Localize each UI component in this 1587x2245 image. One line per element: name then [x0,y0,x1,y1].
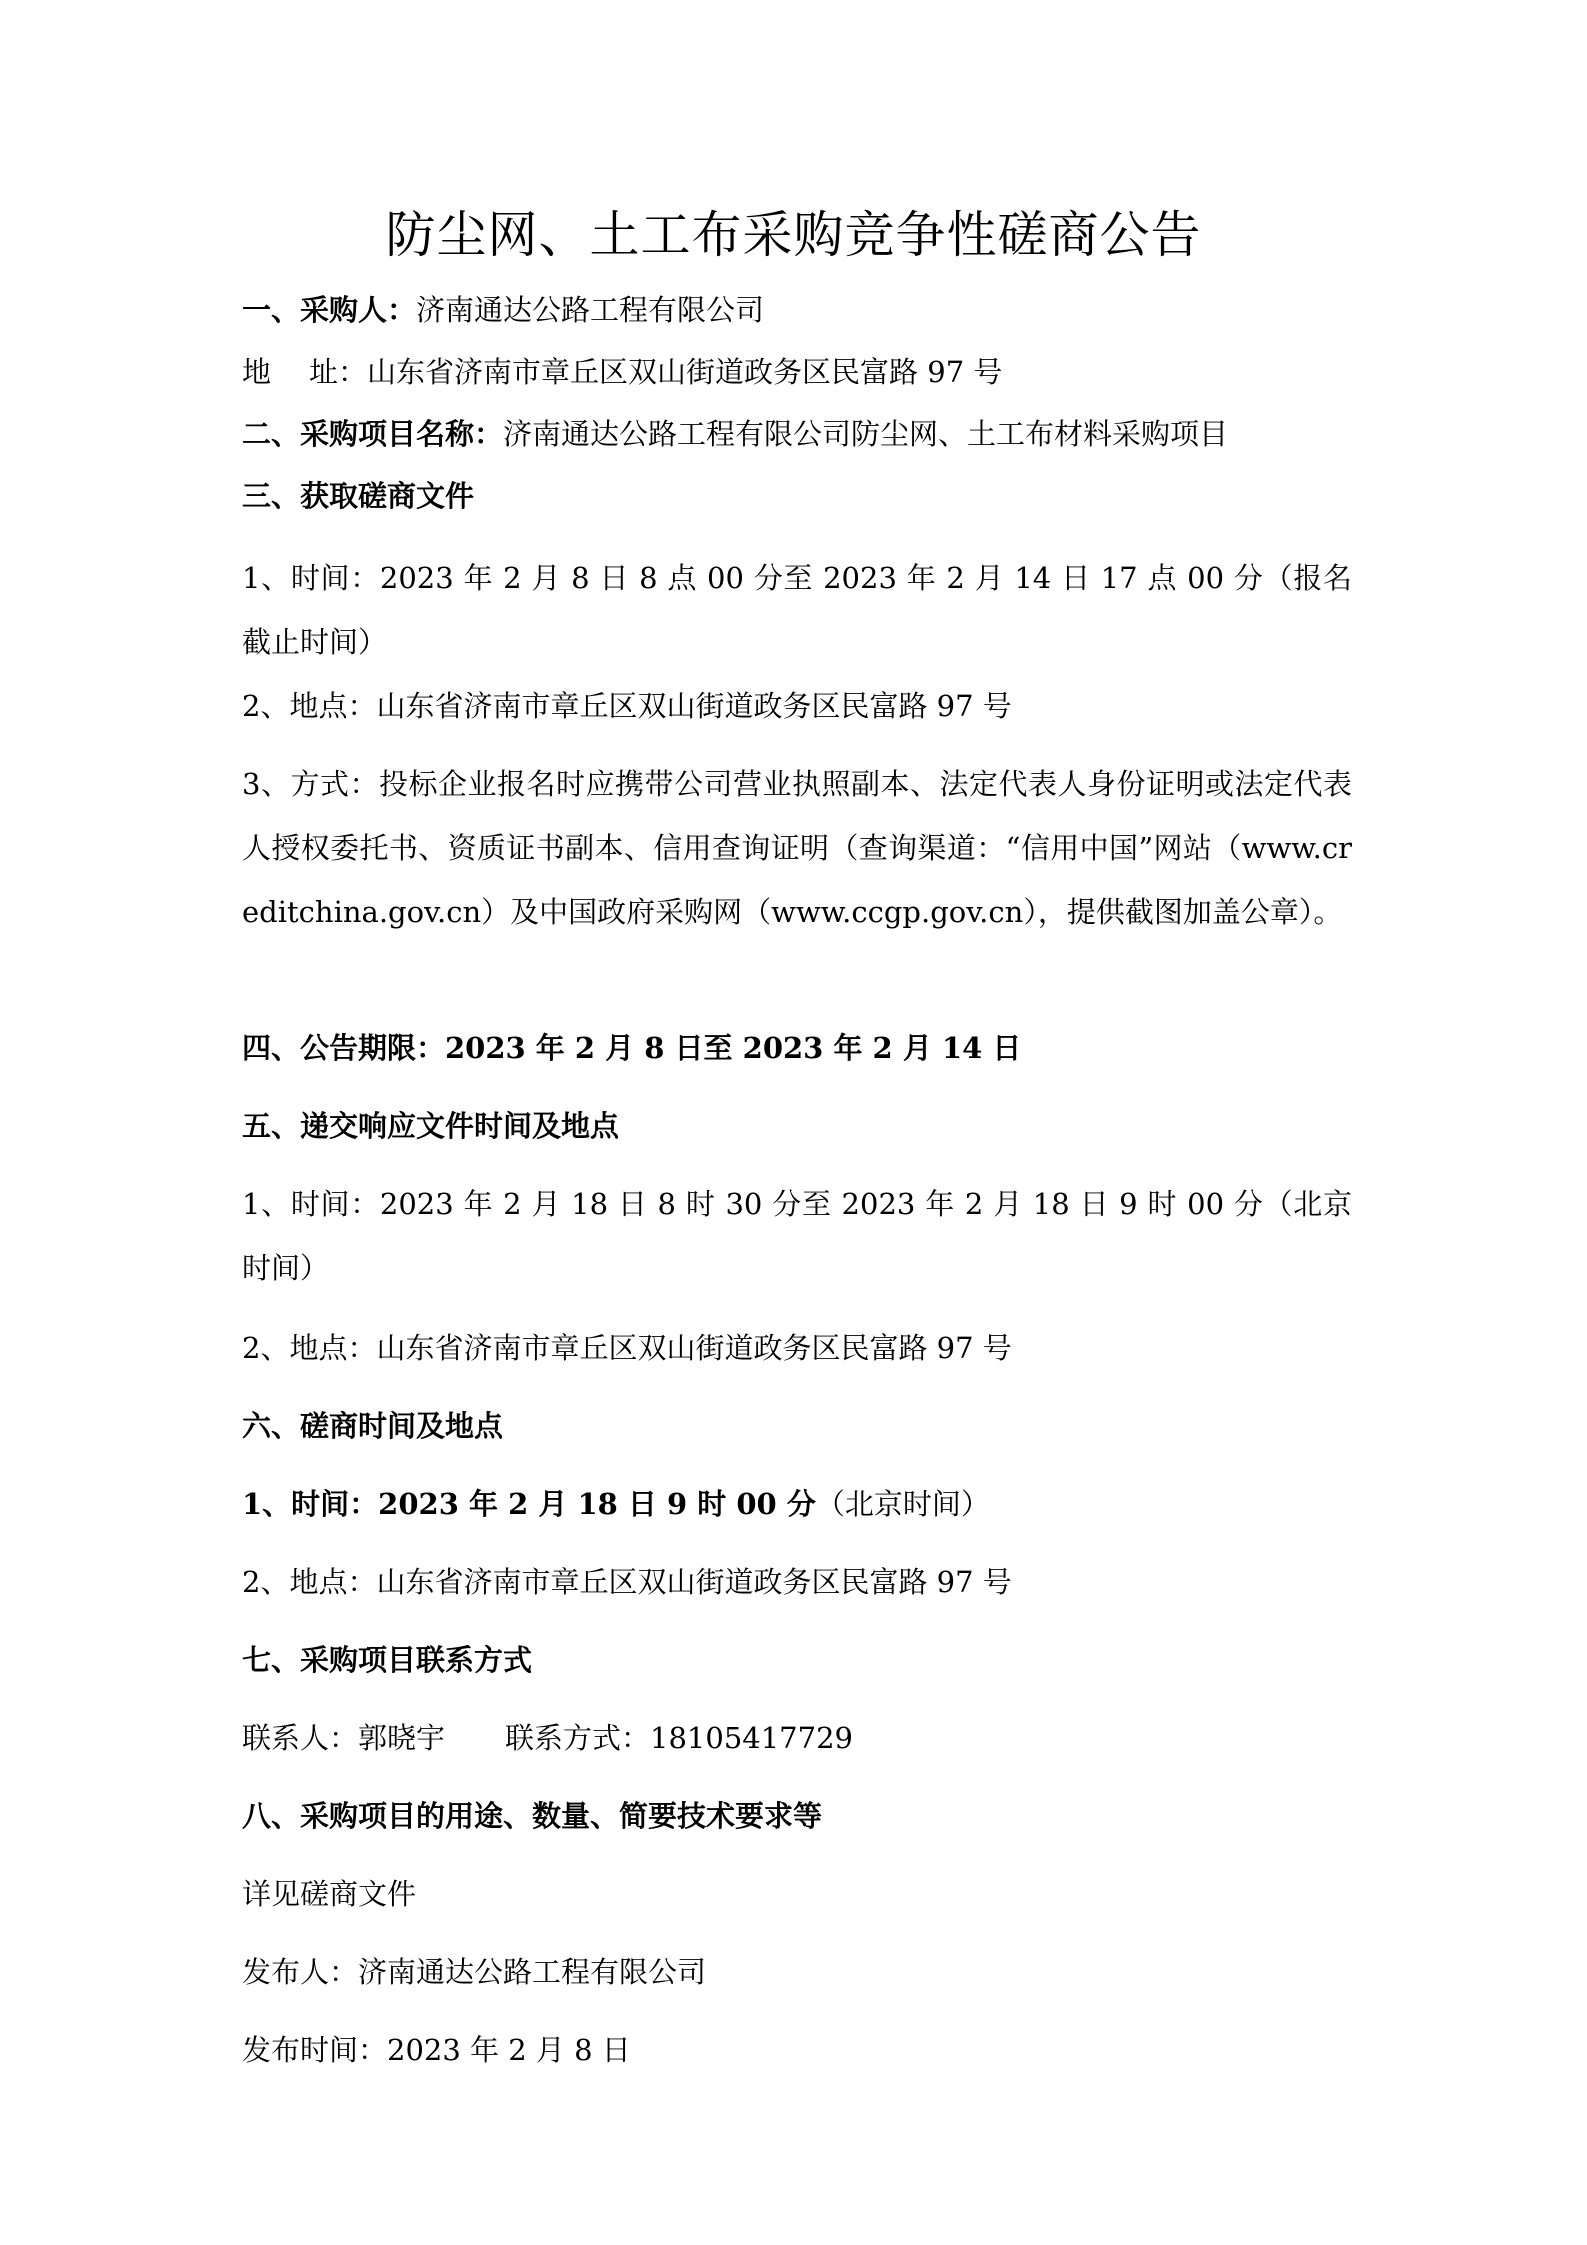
section-6-item-2: 2、地点：山东省济南市章丘区双山街道政务区民富路 97 号 [242,1565,1012,1599]
address-label-2: 址： [309,355,368,389]
address-value: 山东省济南市章丘区双山街道政务区民富路 97 号 [367,355,1003,389]
section-5-item-2: 2、地点：山东省济南市章丘区双山街道政务区民富路 97 号 [242,1331,1012,1365]
project-name-line [242,414,1352,454]
publisher-line: 发布人：济南通达公路工程有限公司 [242,1955,707,1989]
section-3-heading: 三、获取磋商文件 [242,479,475,513]
section-6-item-1 [242,1484,1352,1524]
section-3-item-1: 1、时间：2023 年 2 月 8 日 8 点 00 分至 2023 年 2 月 14 日 17 点 00 分（报名截止时间） [242,561,1352,659]
project-name-value: 济南通达公路工程有限公司防尘网、土工布材料采购项目 [503,417,1229,451]
document-title: 防尘网、土工布采购竞争性磋商公告 [385,206,1202,264]
address-line [242,352,1352,392]
purchaser-label: 一、采购人： [242,293,417,327]
publish-date-line: 发布时间：2023 年 2 月 8 日 [242,2033,631,2067]
section-3-item-3: 3、方式：投标企业报名时应携带公司营业执照副本、法定代表人身份证明或法定代表人授权委托书、资质证书副本、信用查询证明（查询渠道：“信用中国”网站（www.creditchina.gov.cn）及中国政府采购网（www.ccgp.gov.cn），提供截图加盖公章）。 [242,767,1352,929]
section-7-heading: 七、采购项目联系方式 [242,1643,533,1677]
section-4-heading: 四、公告期限：2023 年 2 月 8 日至 2023 年 2 月 14 日 [242,1031,1022,1065]
section-5-item-1: 1、时间：2023 年 2 月 18 日 8 时 30 分至 2023 年 2 月 18 日 9 时 00 分（北京时间） [242,1187,1352,1285]
section-5-heading: 五、递交响应文件时间及地点 [242,1109,620,1143]
purchaser-value: 济南通达公路工程有限公司 [416,293,765,327]
section-6-heading: 六、磋商时间及地点 [242,1409,504,1443]
contact-method: 联系方式：18105417729 [505,1721,853,1755]
address-label-1: 地 [242,355,272,389]
project-name-label: 二、采购项目名称： [242,417,504,451]
section-8-heading: 八、采购项目的用途、数量、简要技术要求等 [242,1799,823,1833]
purchaser-line [242,290,1352,330]
section-3-item-2: 2、地点：山东省济南市章丘区双山街道政务区民富路 97 号 [242,689,1012,723]
contact-line [242,1718,1352,1758]
section-6-item-1-rest: （北京时间） [815,1487,990,1521]
section-6-item-1-bold: 1、时间：2023 年 2 月 18 日 9 时 00 分 [242,1487,816,1521]
section-8-detail: 详见磋商文件 [242,1877,417,1911]
contact-person: 联系人：郭晓宇 [242,1721,446,1755]
